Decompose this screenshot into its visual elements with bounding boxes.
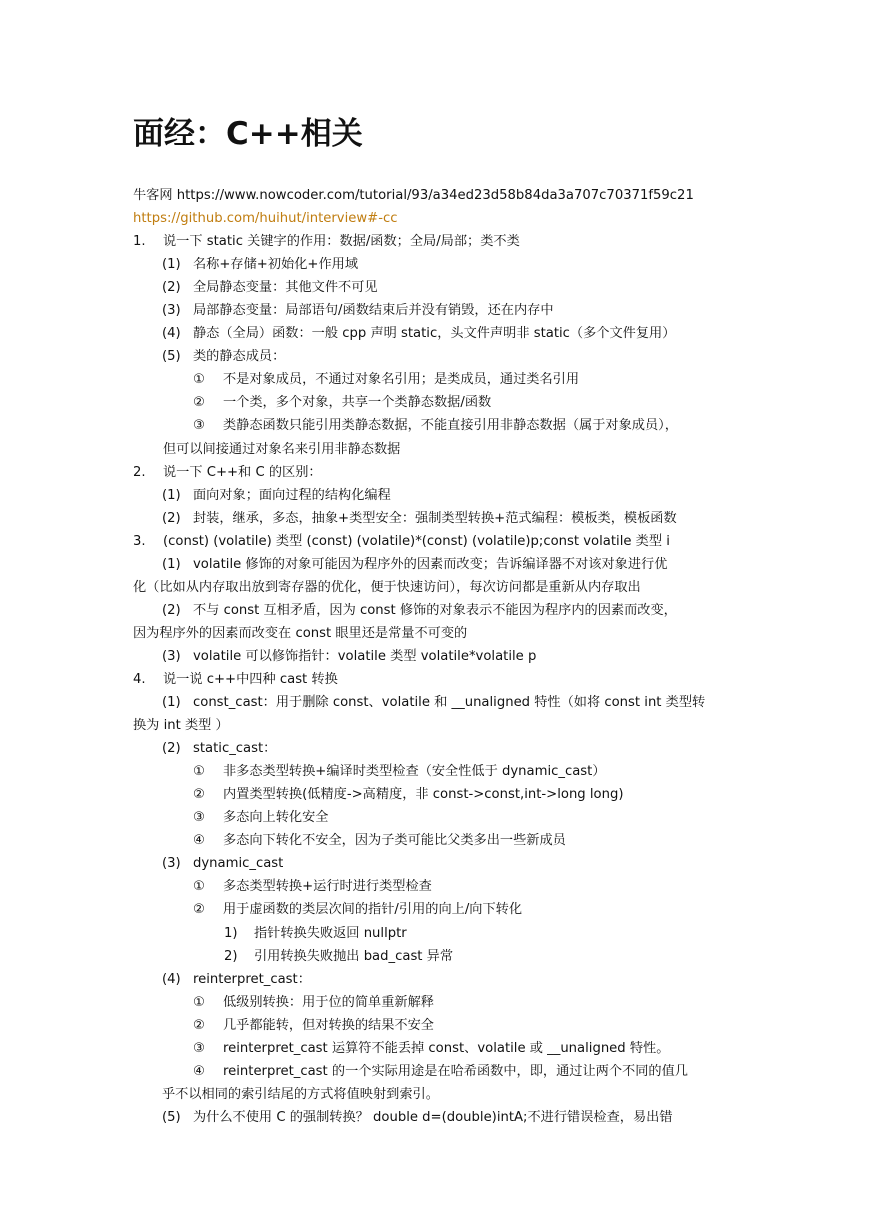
line-text: 因为程序外的因素而改变在 const 眼里还是常量不可变的 [133,625,468,641]
line-text: 引用转换失败抛出 bad_cast 异常 [254,948,454,964]
text-line [0,507,869,530]
list-marker: (5) [162,1109,181,1125]
line-text: 局部静态变量：局部语句/函数结束后并没有销毁，还在内存中 [193,303,554,319]
list-marker: 1. [133,234,146,250]
line-text: (const) (volatile) 类型 (const) (volatile)*(const) (volatile)p;const volatile 类型 i [163,533,670,549]
list-marker: ② [193,902,205,918]
line-text: const_cast：用于删除 const、volatile 和 __unaligned 特性（如将 const int 类型转 [193,695,706,711]
text-line [0,530,869,553]
line-text: 封装，继承，多态，抽象+类型安全：强制类型转换+范式编程：模板类，模板函数 [193,510,677,526]
list-marker: (1) [162,487,181,503]
line-text: 说一下 static 关键字的作用：数据/函数；全局/局部；类不类 [163,234,520,250]
document-body [0,184,869,1129]
line-text: 多态向上转化安全 [223,810,329,826]
list-marker: (4) [162,971,181,987]
text-line [0,945,869,968]
line-text: reinterpret_cast 运算符不能丢掉 const、volatile 或 __unaligned 特性。 [223,1040,670,1056]
text-line [0,760,869,783]
text-line [0,368,869,391]
line-text: 换为 int 类型 ） [133,718,229,734]
text-line [0,461,869,484]
list-marker: (1) [162,257,181,273]
list-marker: 1) [224,925,238,941]
list-marker: (3) [162,856,181,872]
line-text: 一个类，多个对象，共享一个类静态数据/函数 [223,395,492,411]
text-line [0,783,869,806]
line-text: 类的静态成员： [193,349,286,365]
list-marker: ① [193,372,205,388]
text-line[interactable] [0,207,869,230]
line-text: 低级别转换：用于位的简单重新解释 [223,994,434,1010]
list-marker: ① [193,879,205,895]
text-line [0,438,869,461]
list-marker: 2. [133,464,146,480]
line-text: volatile 修饰的对象可能因为程序外的因素而改变；告诉编译器不对该对象进行优 [193,556,668,572]
text-line [0,714,869,737]
list-marker: (2) [162,741,181,757]
line-text: 几乎都能转，但对转换的结果不安全 [223,1017,434,1033]
line-text: 内置类型转换(低精度->高精度，非 const->const,int->long long) [223,787,624,803]
line-text: 全局静态变量：其他文件不可见 [193,280,378,296]
line-text: volatile 可以修饰指针：volatile 类型 volatile*volatile p [193,648,537,664]
line-text: 静态（全局）函数：一般 cpp 声明 static，头文件声明非 static（多个文件复用） [193,326,676,342]
text-line [0,645,869,668]
list-marker: (1) [162,695,181,711]
line-text: 但可以间接通过对象名来引用非静态数据 [163,441,401,457]
list-marker: ① [193,764,205,780]
line-text: 为什么不使用 C 的强制转换？ double d=(double)intA;不进行错误检查，易出错 [193,1109,673,1125]
line-text: 指针转换失败返回 nullptr [254,925,407,941]
link-text[interactable]: https://github.com/huihut/interview#-cc [133,211,398,227]
list-marker: (3) [162,303,181,319]
line-text: 乎不以相同的索引结尾的方式将值映射到索引。 [162,1086,439,1102]
list-marker: ③ [193,1040,205,1056]
text-line [0,1106,869,1129]
text-line [0,622,869,645]
line-text: 不是对象成员，不通过对象名引用；是类成员，通过类名引用 [223,372,580,388]
line-text: 名称+存储+初始化+作用域 [193,257,359,273]
text-line [0,852,869,875]
line-text: dynamic_cast [193,856,284,872]
text-line [0,668,869,691]
line-text: 非多态类型转换+编译时类型检查（安全性低于 dynamic_cast） [223,764,606,780]
list-marker: ③ [193,810,205,826]
text-line [0,922,869,945]
text-line [0,1060,869,1083]
list-marker: (1) [162,556,181,572]
line-text: 用于虚函数的类层次间的指针/引用的向上/向下转化 [223,902,523,918]
line-text: 类静态函数只能引用类静态数据，不能直接引用非静态数据（属于对象成员）， [223,418,678,434]
list-marker: ② [193,787,205,803]
text-line [0,253,869,276]
line-text: 说一说 c++中四种 cast 转换 [163,671,338,687]
list-marker: 2) [224,948,238,964]
line-text: 化（比如从内存取出放到寄存器的优化，便于快速访问），每次访问都是重新从内存取出 [133,579,641,595]
list-marker: (3) [162,648,181,664]
text-line [0,1014,869,1037]
text-line [0,829,869,852]
line-text: 面向对象；面向过程的结构化编程 [193,487,391,503]
text-line [0,991,869,1014]
text-line [0,230,869,253]
list-marker: ② [193,1017,205,1033]
page-title: 面经：C++相关 [133,116,363,152]
list-marker: (4) [162,326,181,342]
list-marker: ③ [193,418,205,434]
line-text: static_cast： [193,741,277,757]
text-line [0,299,869,322]
text-line [0,968,869,991]
text-line [0,276,869,299]
text-line [0,553,869,576]
list-marker: ① [193,994,205,1010]
text-line [0,898,869,921]
text-line [0,484,869,507]
list-marker: 4. [133,671,146,687]
text-line [0,414,869,437]
list-marker: (2) [162,280,181,296]
line-text: 多态类型转换+运行时进行类型检查 [223,879,432,895]
text-line [0,322,869,345]
text-line [0,691,869,714]
text-line [0,875,869,898]
list-marker: (2) [162,510,181,526]
text-line [0,737,869,760]
text-line [0,1083,869,1106]
list-marker: ② [193,395,205,411]
line-text: reinterpret_cast 的一个实际用途是在哈希函数中，即，通过让两个不同的值几 [223,1063,688,1079]
text-line [0,599,869,622]
line-text: 多态向下转化不安全，因为子类可能比父类多出一些新成员 [223,833,566,849]
list-marker: 3. [133,533,146,549]
line-text: reinterpret_cast： [193,971,311,987]
list-marker: (5) [162,349,181,365]
text-line [0,806,869,829]
list-marker: ④ [193,1063,205,1079]
line-text: 牛客网 https://www.nowcoder.com/tutorial/93/a34ed23d58b84da3a707c70371f59c21 [133,188,694,203]
list-marker: (2) [162,602,181,618]
text-line [0,184,869,207]
line-text: 不与 const 互相矛盾，因为 const 修饰的对象表示不能因为程序内的因素而改变， [193,602,677,618]
line-text: 说一下 C++和 C 的区别： [163,464,322,480]
text-line [0,391,869,414]
text-line [0,576,869,599]
text-line [0,345,869,368]
text-line [0,1037,869,1060]
list-marker: ④ [193,833,205,849]
